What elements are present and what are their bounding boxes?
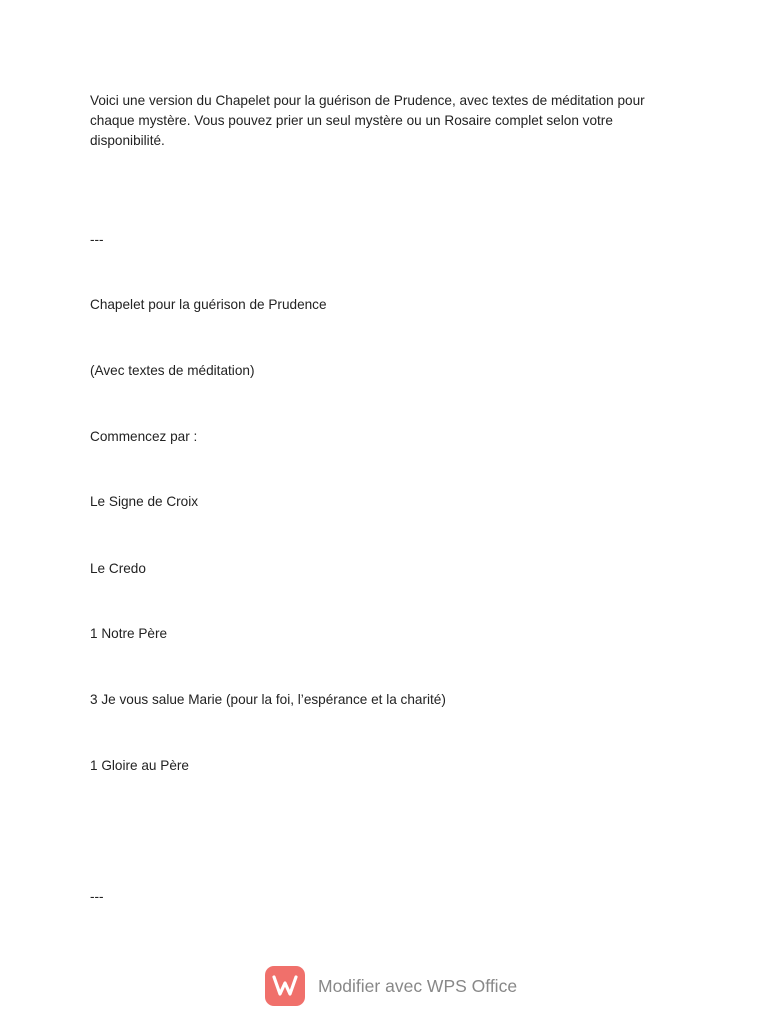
wps-logo-icon <box>265 966 305 1006</box>
start-label: Commencez par : <box>90 429 198 444</box>
wps-edit-label[interactable]: Modifier avec WPS Office <box>318 975 518 996</box>
intro-line: Voici une version du Chapelet pour la guérison de Prudence, avec textes de méditation pour <box>90 93 645 108</box>
step-hail-mary: 3 Je vous salue Marie (pour la foi, l’espérance et la charité) <box>90 692 446 707</box>
step-glory-be: 1 Gloire au Père <box>90 758 189 773</box>
step-sign-of-cross: Le Signe de Croix <box>90 494 199 509</box>
document-subtitle: (Avec textes de méditation) <box>90 363 255 378</box>
step-our-father: 1 Notre Père <box>90 626 168 641</box>
wps-edit-banner[interactable] <box>265 965 517 1007</box>
step-credo: Le Credo <box>90 561 146 576</box>
separator: --- <box>90 232 104 247</box>
intro-line: disponibilité. <box>90 133 165 148</box>
document-title: Chapelet pour la guérison de Prudence <box>90 297 327 312</box>
separator: --- <box>90 889 104 904</box>
intro-line: chaque mystère. Vous pouvez prier un seul mystère ou un Rosaire complet selon votre <box>90 113 613 128</box>
intro-paragraph <box>90 91 680 151</box>
